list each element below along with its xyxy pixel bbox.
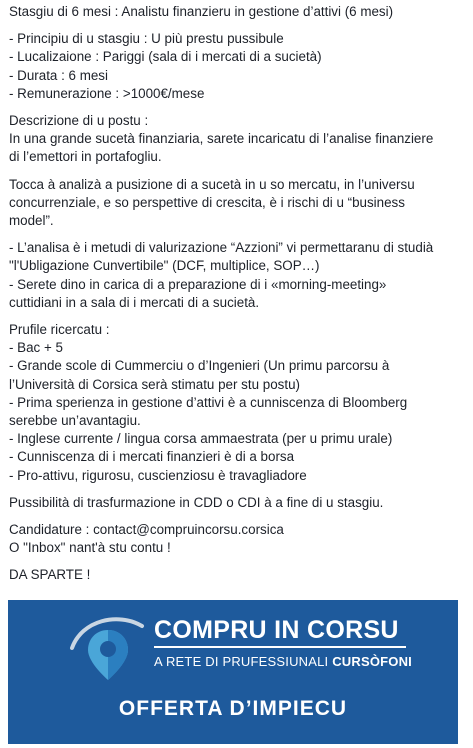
closing-block: [9, 566, 463, 584]
description-heading: Descrizione di u postu :: [9, 113, 149, 129]
task-line: - L’analisa è i metudi di valurizazione “Azzioni” vi permettaranu di studià: [9, 240, 434, 256]
brand-divider: [154, 646, 406, 648]
description-line: In una grande sucetà finanziaria, sarete incaricatu di l’analise finanziere: [9, 131, 434, 147]
application-inbox: O "Inbox" nant'à stu contu !: [9, 540, 171, 556]
task-line: "l'Ubligazione Cunvertibile" (DCF, multiplice, SOP…): [9, 258, 320, 274]
brand-tagline: [154, 654, 412, 669]
possibility-line: Pussibilità di trasfurmazione in CDD o CDI à a fine di u stasgiu.: [9, 494, 384, 510]
profile-line: - Bac + 5: [9, 340, 63, 356]
offer-title: OFFERTA D’IMPIECU: [118, 697, 348, 720]
description-block: [9, 112, 463, 167]
profile-line: - Inglese currente / lingua corsa ammaestrata (per u primu urale): [9, 431, 393, 447]
location-pin-icon: [68, 614, 146, 682]
profile-block: [9, 321, 463, 485]
possibility-block: [9, 494, 463, 512]
application-block: [9, 521, 463, 557]
tasks-block: [9, 239, 463, 312]
job-offer-banner[interactable]: [8, 600, 458, 744]
profile-line: - Grande scole di Cummerciu o d’Ingenieri (Un primu parcorsu à: [9, 358, 390, 374]
profile-line: - Cunniscenza di i mercati finanzieri è di a borsa: [9, 449, 295, 465]
brand-name: COMPRU IN CORSU: [154, 616, 399, 644]
profile-line: serebbe un’avantagiu.: [9, 413, 141, 429]
description-line: di l’emettori in portafogliu.: [9, 149, 162, 165]
profile-line: l’Università di Corsica serà stimatu per stu postu): [9, 376, 300, 392]
detail-salary: - Remunerazione : >1000€/mese: [9, 85, 205, 101]
analysis-line: model”.: [9, 213, 54, 229]
profile-line: - Pro-attivu, rigurosu, cuscienziosu è travagliadore: [9, 467, 307, 483]
detail-start: - Principiu di u stasgiu : U più prestu pussibule: [9, 31, 284, 47]
post-title: Stasgiu di 6 mesi : Analistu finanzieru in gestione d’attivi (6 mesi): [9, 4, 394, 19]
tagline-prefix: A RETE DI PRUFESSIUNALI: [154, 654, 333, 669]
post-title-block: [9, 3, 463, 21]
details-block: [9, 30, 463, 103]
analysis-line: Tocca à analizà a pusizione di a sucetà in u so mercatu, in l’universu: [9, 176, 415, 192]
tagline-bold: CURSÒFONI: [332, 654, 412, 669]
detail-location: - Lucalizaione : Pariggi (sala di i mercati di a sucietà): [9, 49, 322, 65]
closing-line: DA SPARTE !: [9, 567, 91, 583]
profile-heading: Prufile ricercatu :: [9, 322, 110, 338]
detail-duration: - Durata : 6 mesi: [9, 67, 108, 83]
analysis-block: [9, 176, 463, 231]
application-email[interactable]: Candidature : contact@compruincorsu.corsica: [9, 522, 284, 538]
task-line: - Serete dino in carica di a preparazione di i «morning-meeting»: [9, 276, 387, 292]
task-line: cuttidiani in a sala di i mercati di a sucietà.: [9, 294, 260, 310]
analysis-line: concurrenziale, e so perspettive di crescita, è i rischi di u “business: [9, 194, 405, 210]
profile-line: - Prima sperienza in gestione d’attivi è a cunniscenza di Bloomberg: [9, 394, 408, 410]
